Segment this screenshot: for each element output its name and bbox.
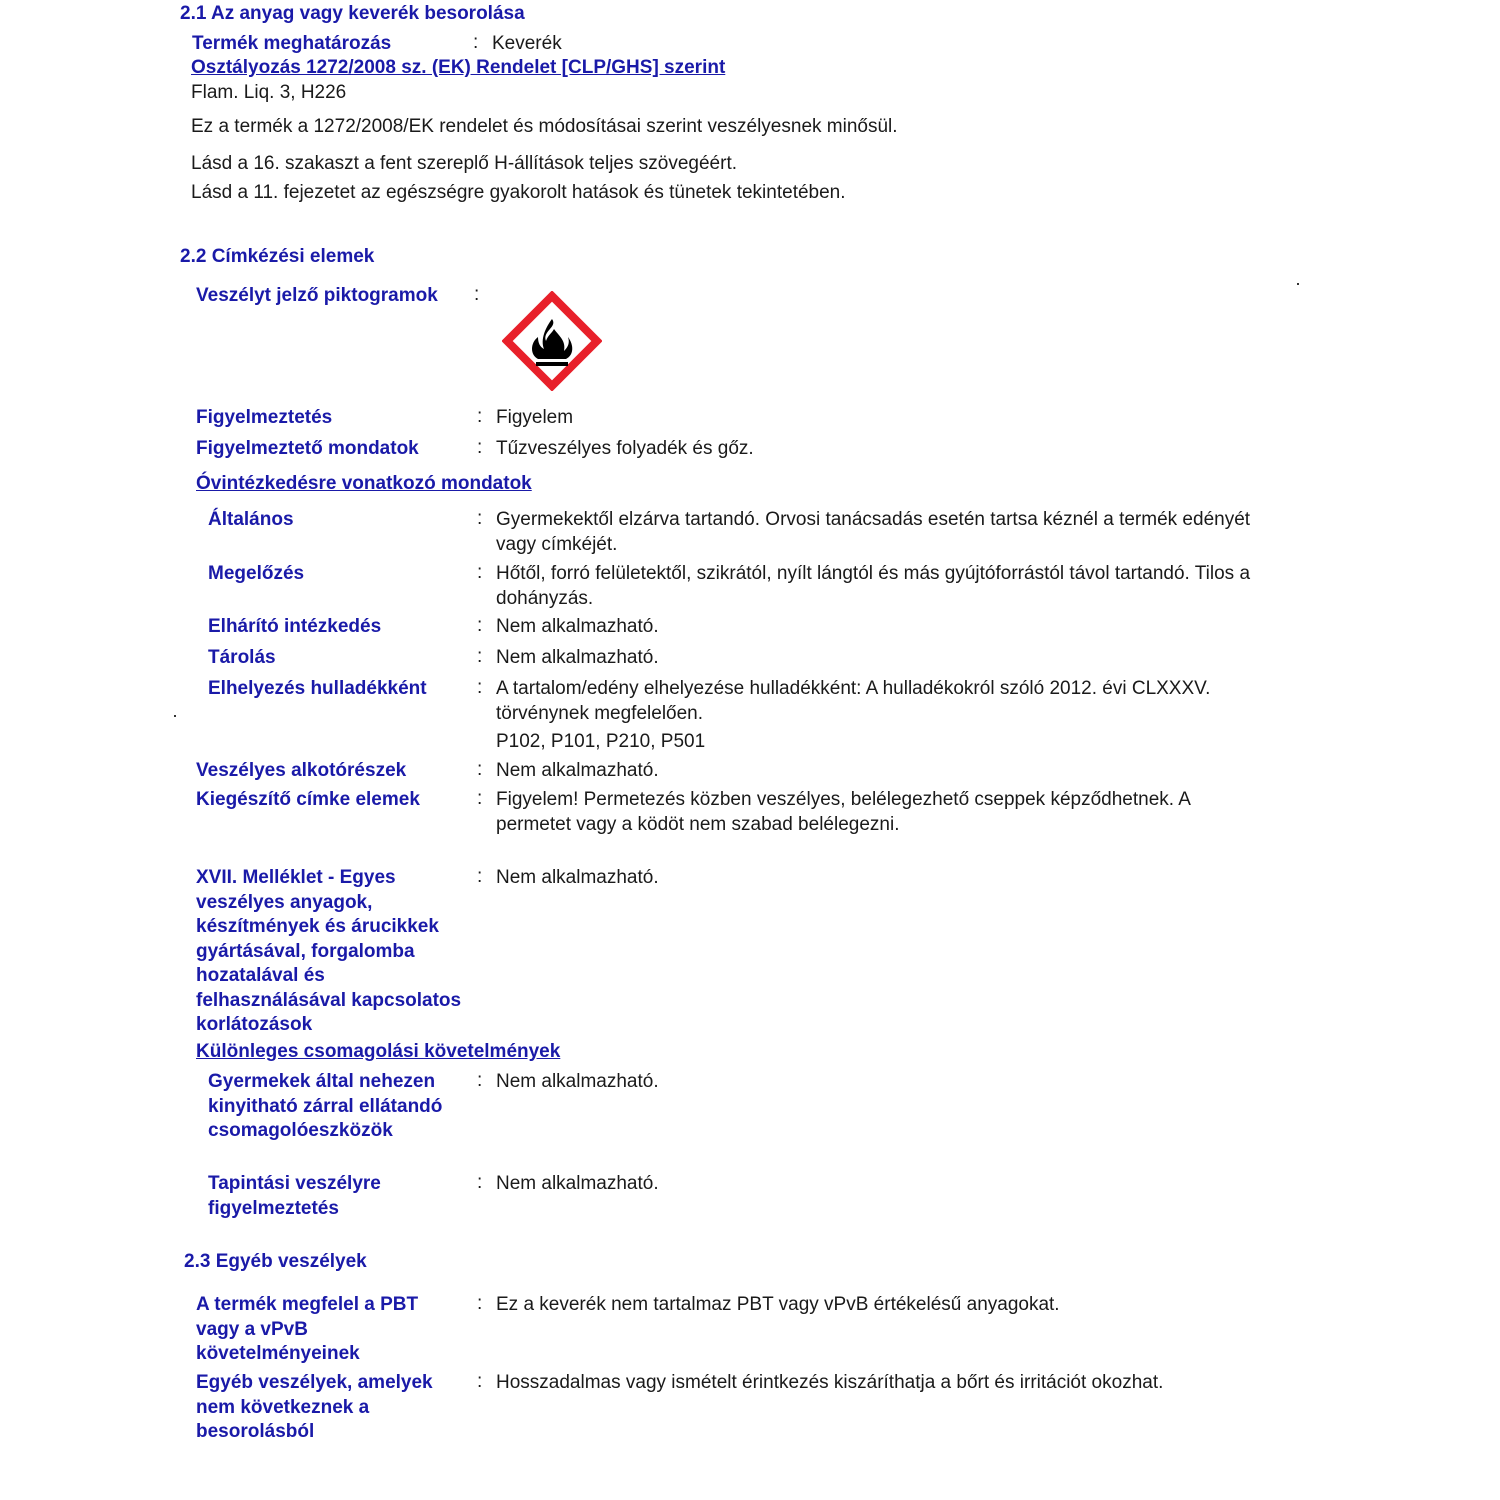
product-identifier-value: Keverék: [492, 33, 562, 54]
classification-value: Flam. Liq. 3, H226: [191, 82, 347, 103]
prevention-value: Hőtől, forró felületektől, szikrától, nyílt lángtól és más gyújtóforrástól távol tartandó. Tilos a dohányzás.: [496, 563, 1251, 609]
signal-word-label: Figyelmeztetés: [196, 407, 333, 428]
colon: :: [477, 759, 483, 780]
hazard-statement: Ez a termék a 1272/2008/EK rendelet és módosításai szerint veszélyesnek minősül.: [191, 116, 898, 137]
response-value: Nem alkalmazható.: [496, 616, 659, 637]
annex-xvii-value: Nem alkalmazható.: [496, 867, 659, 888]
supplemental-value: Figyelem! Permetezés közben veszélyes, belélegezhető cseppek képződhetnek. A permetet vagy a ködöt nem szabad belélegezni.: [496, 789, 1190, 835]
section-2-2-heading: 2.2 Címkézési elemek: [180, 246, 375, 267]
colon: :: [473, 32, 479, 53]
tactile-warning-label: Tapintási veszélyre figyelmeztetés: [208, 1173, 381, 1219]
colon: :: [477, 646, 483, 667]
general-label: Általános: [208, 509, 294, 530]
flame-pictogram-icon: [502, 291, 602, 391]
signal-word-value: Figyelem: [496, 407, 574, 428]
disposal-label: Elhelyezés hulladékként: [208, 678, 427, 699]
colon: :: [477, 508, 483, 529]
supplemental-label: Kiegészítő címke elemek: [196, 789, 420, 810]
pictogram-label: Veszélyt jelző piktogramok: [196, 285, 438, 306]
general-value: Gyermekektől elzárva tartandó. Orvosi tanácsadás esetén tartsa kéznél a termék edényét vagy címkéjét.: [496, 509, 1251, 555]
hazardous-components-value: Nem alkalmazható.: [496, 760, 659, 781]
storage-value: Nem alkalmazható.: [496, 647, 659, 668]
hazardous-components-label: Veszélyes alkotórészek: [196, 760, 407, 781]
colon: :: [477, 1293, 483, 1314]
colon: :: [474, 284, 480, 305]
hazard-statements-label: Figyelmeztető mondatok: [196, 438, 419, 459]
section-2-1-heading: 2.1 Az anyag vagy keverék besorolása: [180, 3, 525, 24]
note-section16: Lásd a 16. szakaszt a fent szereplő H-állítások teljes szövegéért.: [191, 153, 737, 174]
other-hazards-label: Egyéb veszélyek, amelyek nem következnek a besorolásból: [196, 1372, 433, 1442]
storage-label: Tárolás: [208, 647, 276, 668]
colon: :: [477, 437, 483, 458]
packaging-requirements-link[interactable]: Különleges csomagolási követelmények: [196, 1041, 561, 1062]
prevention-label: Megelőzés: [208, 563, 305, 584]
scan-dot: [1297, 283, 1299, 285]
pbt-value: Ez a keverék nem tartalmaz PBT vagy vPvB értékelésű anyagokat.: [496, 1294, 1060, 1315]
section-2-3-heading: 2.3 Egyéb veszélyek: [184, 1251, 367, 1272]
other-hazards-value: Hosszadalmas vagy ismételt érintkezés kiszáríthatja a bőrt és irritációt okozhat.: [496, 1372, 1164, 1393]
tactile-warning-value: Nem alkalmazható.: [496, 1173, 659, 1194]
product-identifier-label: Termék meghatározás: [192, 33, 392, 54]
classification-link[interactable]: Osztályozás 1272/2008 sz. (EK) Rendelet [CLP/GHS] szerint: [191, 57, 726, 78]
colon: :: [477, 866, 483, 887]
colon: :: [477, 1172, 483, 1193]
colon: :: [477, 677, 483, 698]
pbt-label: A termék megfelel a PBT vagy a vPvB követelményeinek: [196, 1294, 419, 1364]
colon: :: [477, 1070, 483, 1091]
colon: :: [477, 562, 483, 583]
colon: :: [477, 615, 483, 636]
disposal-value: A tartalom/edény elhelyezése hulladékként: A hulladékokról szóló 2012. évi CLXXXV. törvénynek megfelelően.: [496, 678, 1211, 724]
scan-dot: [174, 715, 176, 717]
colon: :: [477, 788, 483, 809]
child-resistant-label: Gyermekek által nehezen kinyitható zárral ellátandó csomagolóeszközök: [208, 1071, 443, 1141]
colon: :: [477, 406, 483, 427]
response-label: Elhárító intézkedés: [208, 616, 382, 637]
note-section11: Lásd a 11. fejezetet az egészségre gyakorolt hatások és tünetek tekintetében.: [191, 182, 846, 203]
annex-xvii-label: XVII. Melléklet - Egyes veszélyes anyagok, készítmények és árucikkek gyártásával, forgalomba hozatalával és felhasználásával kapcsolatos korlátozások: [196, 867, 462, 1035]
precautionary-statements-link[interactable]: Óvintézkedésre vonatkozó mondatok: [196, 473, 532, 494]
hazard-statements-value: Tűzveszélyes folyadék és gőz.: [496, 438, 754, 459]
p-codes: P102, P101, P210, P501: [496, 731, 706, 752]
colon: :: [477, 1371, 483, 1392]
child-resistant-value: Nem alkalmazható.: [496, 1071, 659, 1092]
